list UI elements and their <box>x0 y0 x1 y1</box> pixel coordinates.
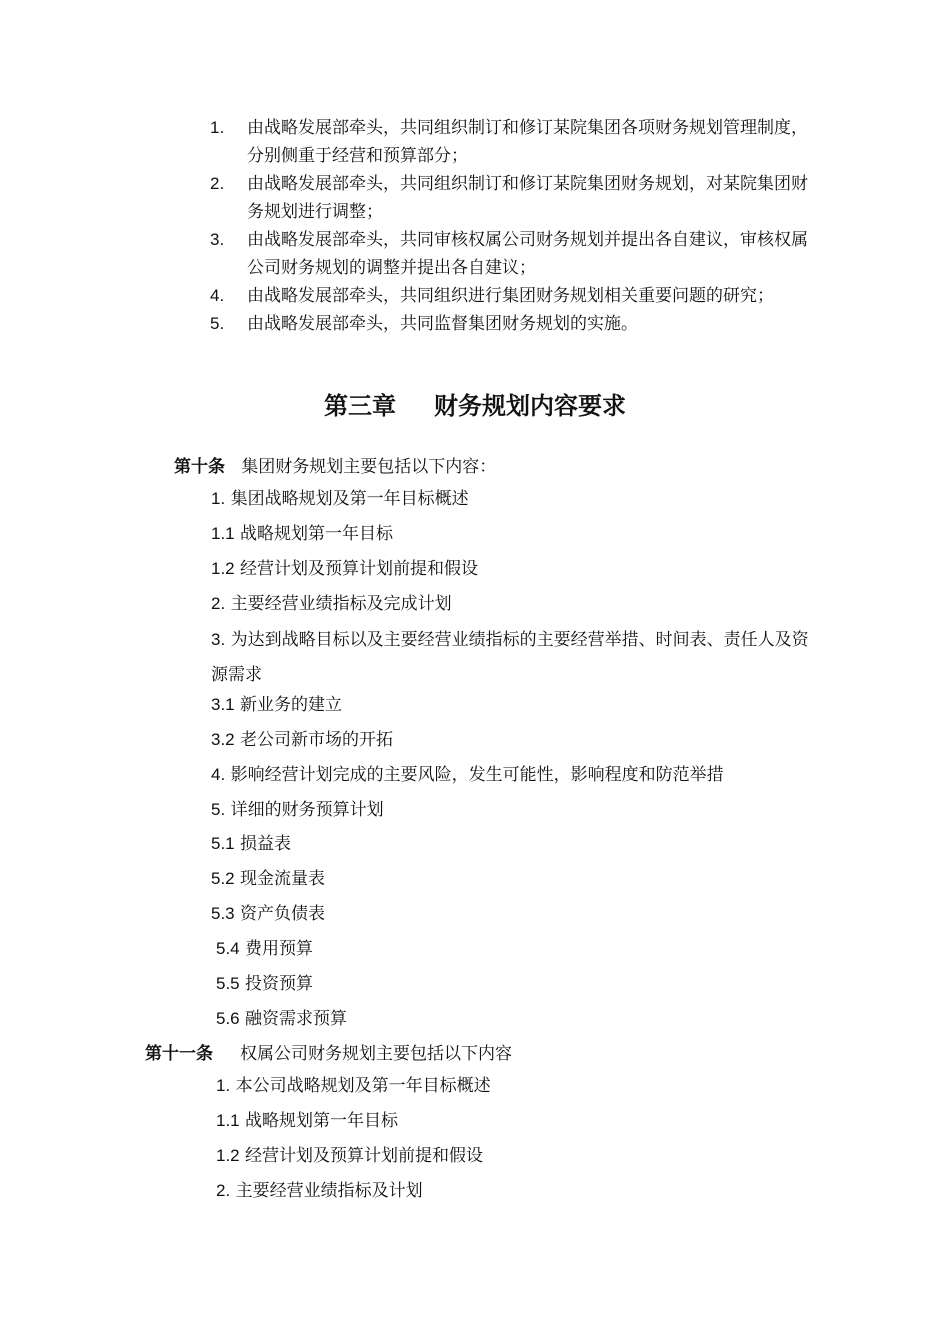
responsibility-list <box>210 114 810 338</box>
article-11-item: 1. 本公司战略规划及第一年目标概述 <box>216 1076 491 1096</box>
list-number: 5. <box>210 314 225 333</box>
article-11-heading <box>145 1041 512 1067</box>
list-item <box>210 170 810 226</box>
article-10-item: 5.5 投资预算 <box>216 974 314 994</box>
list-text: 由战略发展部牵头，共同组织进行集团财务规划相关重要问题的研究； <box>247 286 774 306</box>
article-10-item: 2. 主要经营业绩指标及完成计划 <box>211 594 452 614</box>
article-11-item: 2. 主要经营业绩指标及计划 <box>216 1181 423 1201</box>
list-number: 1. <box>210 118 225 137</box>
article-text: 权属公司财务规划主要包括以下内容 <box>240 1044 513 1064</box>
list-item <box>210 114 810 170</box>
article-label: 第十一条 <box>145 1044 213 1064</box>
article-text: 集团财务规划主要包括以下内容： <box>241 457 497 477</box>
article-label: 第十条 <box>174 457 225 477</box>
article-10-item: 1.2 经营计划及预算计划前提和假设 <box>211 559 479 579</box>
article-10-item: 3. 为达到战略目标以及主要经营业绩指标的主要经营举措、时间表、责任人及资源需求 <box>211 630 809 685</box>
chapter-heading <box>0 388 950 424</box>
article-10-item: 5.1 损益表 <box>211 834 292 854</box>
list-text: 由战略发展部牵头，共同组织制订和修订某院集团各项财务规划管理制度，分别侧重于经营和预算部分； <box>247 118 808 166</box>
article-10-item: 5.6 融资需求预算 <box>216 1009 348 1029</box>
article-10-item: 5.2 现金流量表 <box>211 869 326 889</box>
article-10-item: 1. 集团战略规划及第一年目标概述 <box>211 489 469 509</box>
chapter-label: 第三章 <box>324 391 396 420</box>
article-10-item: 5. 详细的财务预算计划 <box>211 800 384 820</box>
article-10-item: 3.1 新业务的建立 <box>211 695 343 715</box>
article-10-heading <box>174 454 496 480</box>
list-text: 由战略发展部牵头，共同审核权属公司财务规划并提出各自建议，审核权属公司财务规划的调整并提出各自建议； <box>247 230 808 278</box>
article-10-item: 5.3 资产负债表 <box>211 904 326 924</box>
article-10-item: 5.4 费用预算 <box>216 939 314 959</box>
list-item <box>210 226 810 282</box>
list-item <box>210 282 810 310</box>
chapter-title: 财务规划内容要求 <box>434 391 626 420</box>
list-number: 4. <box>210 286 225 305</box>
list-text: 由战略发展部牵头，共同组织制订和修订某院集团财务规划，对某院集团财务规划进行调整； <box>247 174 808 222</box>
article-10-item: 4. 影响经营计划完成的主要风险，发生可能性，影响程度和防范举措 <box>211 765 724 785</box>
article-10-item: 1.1 战略规划第一年目标 <box>211 524 394 544</box>
article-11-item: 1.2 经营计划及预算计划前提和假设 <box>216 1146 484 1166</box>
list-text: 由战略发展部牵头，共同监督集团财务规划的实施。 <box>247 314 638 334</box>
list-number: 2. <box>210 174 225 193</box>
list-item <box>210 310 810 338</box>
list-number: 3. <box>210 230 225 249</box>
article-11-item: 1.1 战略规划第一年目标 <box>216 1111 399 1131</box>
article-10-item: 3.2 老公司新市场的开拓 <box>211 730 394 750</box>
